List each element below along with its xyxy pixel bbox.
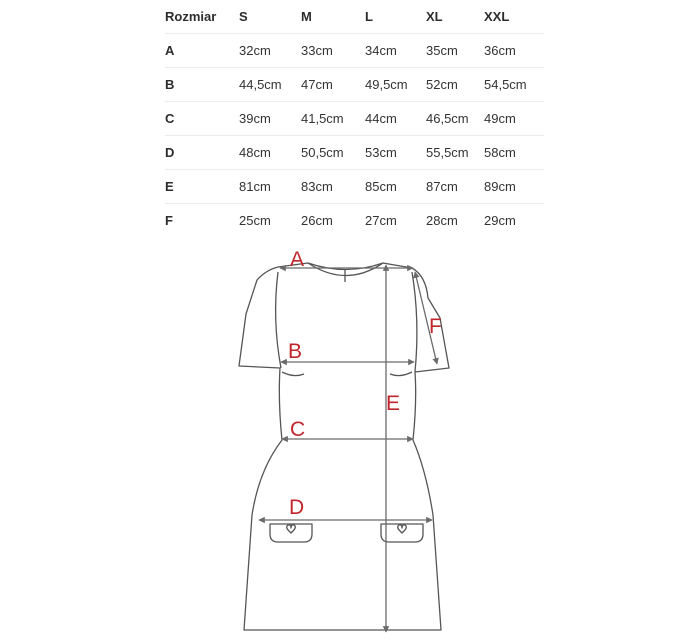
table-cell: 44,5cm <box>239 68 301 102</box>
table-cell: 87cm <box>426 170 484 204</box>
left-dart <box>282 372 304 376</box>
table-cell: 34cm <box>365 34 426 68</box>
dress-outline <box>239 263 449 630</box>
dress-body-outline <box>239 263 449 630</box>
row-label: D <box>165 136 239 170</box>
header-size: Rozmiar <box>165 0 239 34</box>
right-pocket-button-icon <box>398 525 407 533</box>
measurement-lines <box>259 265 437 632</box>
table-cell: 46,5cm <box>426 102 484 136</box>
table-cell: 52cm <box>426 68 484 102</box>
table-cell: 49,5cm <box>365 68 426 102</box>
table-cell: 39cm <box>239 102 301 136</box>
label-b: B <box>288 340 303 363</box>
header-m: M <box>301 0 365 34</box>
table-cell: 89cm <box>484 170 544 204</box>
table-cell: 83cm <box>301 170 365 204</box>
table-cell: 58cm <box>484 136 544 170</box>
label-f: F <box>429 315 442 338</box>
table-cell: 50,5cm <box>301 136 365 170</box>
table-cell: 81cm <box>239 170 301 204</box>
table-cell: 85cm <box>365 170 426 204</box>
table-cell: 35cm <box>426 34 484 68</box>
right-dart <box>390 372 412 376</box>
table-cell: 36cm <box>484 34 544 68</box>
label-d: D <box>289 496 305 519</box>
label-a: A <box>290 248 305 271</box>
left-armhole-seam <box>276 272 281 368</box>
table-cell: 53cm <box>365 136 426 170</box>
table-cell: 48cm <box>239 136 301 170</box>
table-cell: 33cm <box>301 34 365 68</box>
row-label: A <box>165 34 239 68</box>
table-cell: 29cm <box>484 213 516 228</box>
table-cell: 26cm <box>301 213 333 228</box>
table-cell: 47cm <box>301 68 365 102</box>
label-e: E <box>386 392 401 415</box>
row-label: C <box>165 102 239 136</box>
row-label: B <box>165 68 239 102</box>
left-pocket-button-icon <box>287 525 296 533</box>
row-label: E <box>165 170 239 204</box>
header-s: S <box>239 0 301 34</box>
row-label: F <box>165 213 173 228</box>
table-cell: 44cm <box>365 102 426 136</box>
header-l: L <box>365 0 426 34</box>
table-cell: 27cm <box>365 213 397 228</box>
table-cell: 25cm <box>239 213 271 228</box>
right-armhole-seam <box>412 272 417 372</box>
label-c: C <box>290 418 306 441</box>
table-cell: 49cm <box>484 102 544 136</box>
header-xxl: XXL <box>484 0 544 34</box>
table-cell: 54,5cm <box>484 68 544 102</box>
table-cell: 28cm <box>426 213 458 228</box>
table-cell: 55,5cm <box>426 136 484 170</box>
header-xl: XL <box>426 0 484 34</box>
table-cell: 41,5cm <box>301 102 365 136</box>
table-cell: 32cm <box>239 34 301 68</box>
